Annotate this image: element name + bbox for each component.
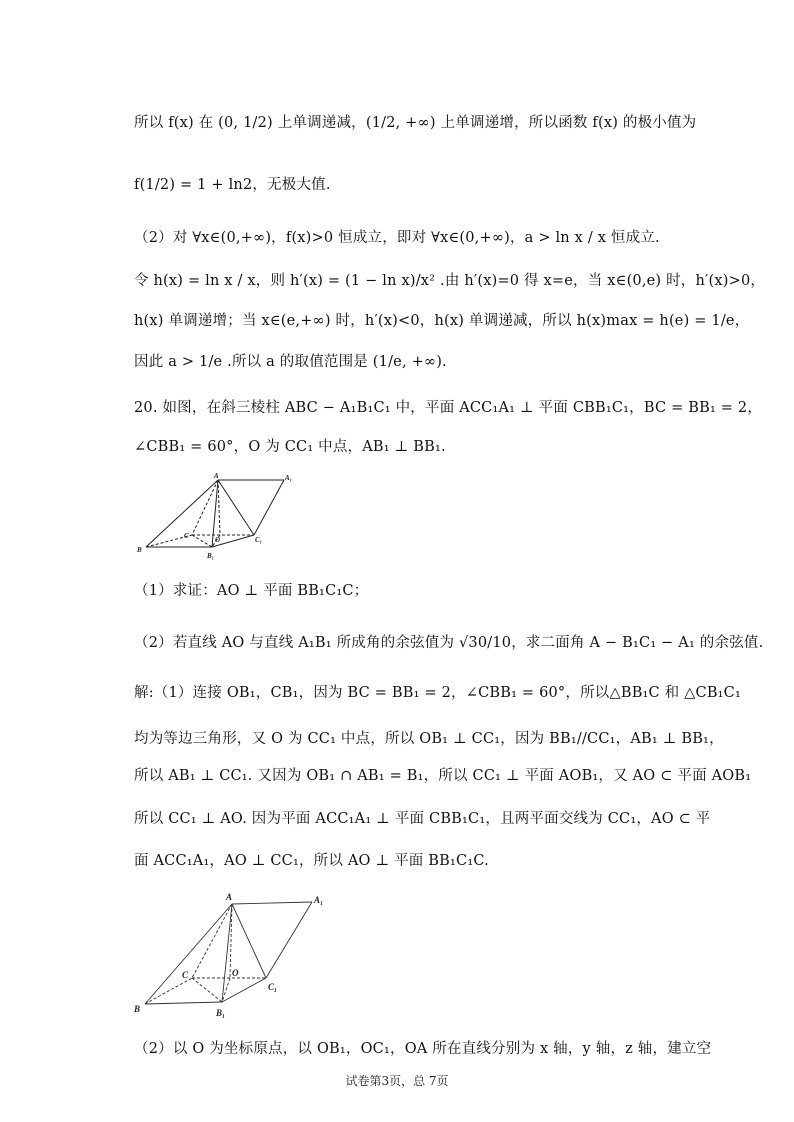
problem-20-conditions: ∠CBB₁ = 60°，O 为 CC₁ 中点，AB₁ ⊥ BB₁. [134,439,446,455]
label-A1: A₁ [285,474,293,482]
edge-CB1 [192,535,212,547]
edge-AB1 [222,904,232,1002]
text-line-1: 所以 f(x) 在 (0, 1/2) 上单调递减，(1/2, +∞) 上单调递增，所以函数 f(x) 的极小值为 [134,115,697,131]
text-line-6: 因此 a > 1/e .所以 a 的取值范围是 (1/e, +∞). [134,354,447,370]
prism-figure-large [130,890,340,1020]
text-line-5: h(x) 单调递增；当 x∈(e,+∞) 时，h′(x)<0，h(x) 单调递减，所以 h(x)max = h(e) = 1/e， [134,313,750,329]
problem-20-statement: 20. 如图，在斜三棱柱 ABC − A₁B₁C₁ 中，平面 ACC₁A₁ ⊥ 平面 CBB₁C₁，BC = BB₁ = 2， [134,400,763,416]
edge-AA1 [232,902,312,904]
edge-AC1 [218,480,254,535]
label-A: A [226,892,233,902]
text-line-3: （2）对 ∀x∈(0,+∞)，f(x)>0 恒成立，即对 ∀x∈(0,+∞)，a > ln x / x 恒成立. [134,230,660,246]
edge-B1C1 [222,978,266,1002]
label-O: O [215,536,221,544]
label-B: B [134,1004,141,1014]
label-C: C [182,970,189,980]
label-B1: B₁ [216,1008,226,1018]
label-C1: C₁ [268,982,278,992]
solution-part-2: （2）以 O 为坐标原点，以 OB₁，OC₁，OA 所在直线分别为 x 轴，y 轴，z 轴，建立空 [134,1041,712,1057]
edge-AB [145,904,232,1004]
label-O: O [232,968,239,978]
text-line-4: 令 h(x) = ln x / x，则 h′(x) = (1 − ln x)/x² .由 h′(x)=0 得 x=e，当 x∈(0,e) 时，h′(x)>0， [134,273,766,289]
edge-AB [146,480,221,547]
edge-A1C1 [266,902,312,978]
label-B1: B₁ [207,552,215,560]
solution-line-4: 所以 CC₁ ⊥ AO. 因为平面 ACC₁A₁ ⊥ 平面 CBB₁C₁，且两平面交线为 CC₁，AO ⊂ 平 [134,811,711,827]
question-2: （2）若直线 AO 与直线 A₁B₁ 所成角的余弦值为 √30/10，求二面角 A − B₁C₁ − A₁ 的余弦值. [134,635,764,651]
edge-A1C1 [254,480,284,535]
text-line-2: f(1/2) = 1 + ln2，无极大值. [134,177,331,193]
question-1: （1）求证：AO ⊥ 平面 BB₁C₁C； [134,583,369,599]
edge-AO [218,480,220,535]
prism-figure-small [134,472,304,562]
edge-CB1 [192,978,222,1002]
edge-BC [145,978,192,1004]
edge-BB1 [145,1002,222,1004]
label-A1: A₁ [314,895,324,905]
solution-line-1: 解:（1）连接 OB₁，CB₁，因为 BC = BB₁ = 2，∠CBB₁ = 60°，所以△BB₁C 和 △CB₁C₁ [134,685,741,701]
label-B: B [137,546,142,554]
label-C1: C₁ [255,536,263,544]
solution-line-5: 面 ACC₁A₁，AO ⊥ CC₁，所以 AO ⊥ 平面 BB₁C₁C. [134,853,489,869]
edge-AC1 [232,904,266,978]
page-footer: 试卷第3页，总 7页 [345,1074,449,1088]
solution-line-2: 均为等边三角形，又 O 为 CC₁ 中点，所以 OB₁ ⊥ CC₁，因为 BB₁//CC₁，AB₁ ⊥ BB₁， [134,731,724,747]
label-C: C [184,532,189,540]
solution-line-3: 所以 AB₁ ⊥ CC₁. 又因为 OB₁ ∩ AB₁ = B₁，所以 CC₁ ⊥ 平面 AOB₁，又 AO ⊂ 平面 AOB₁ [134,768,752,784]
label-A: A [214,472,219,480]
